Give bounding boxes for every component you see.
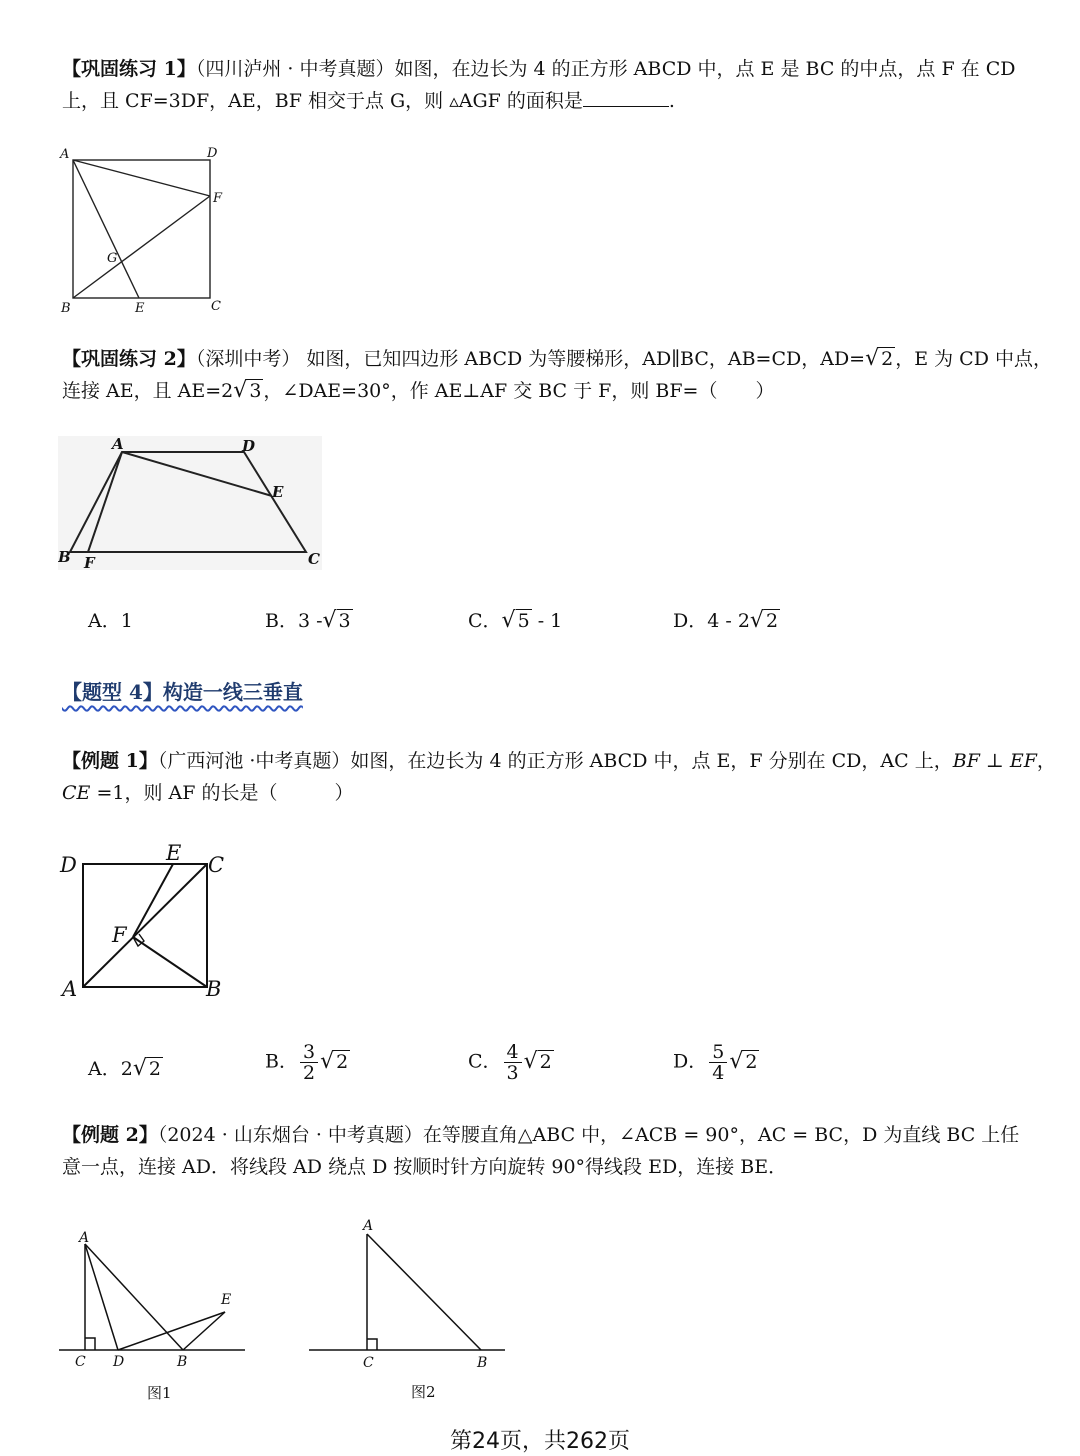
option-b-text: B． [265,1050,298,1073]
practice1-line2 [62,86,675,116]
sqrt-3: √ 3 [233,378,262,403]
sqrt-2: √ 2 [523,1048,552,1074]
sqrt-radicand: 2 [336,1050,349,1073]
section-title [62,676,303,705]
practice2-text2a: 连接 AE，且 AE=2 [62,380,234,402]
section-title-text: 【题型 4】构造一线三垂直 [62,680,303,704]
option-a[interactable]: A．1 [88,610,133,632]
option-c[interactable] [468,606,562,633]
practice1-line1 [62,54,1015,84]
figure-rotation-1 [55,1226,255,1406]
sqrt-radicand: 2 [539,1050,552,1073]
sqrt-2: √ 2 [132,1056,161,1081]
example1-text2: =1，则 AF 的长是（ ） [90,782,354,804]
label-e: E [272,483,284,501]
segment-bf [133,937,207,987]
denominator: 2 [302,1062,316,1084]
fraction [300,1042,318,1083]
label-b: B [477,1355,488,1371]
segment-ae [73,160,139,298]
sqrt-radicand: 2 [148,1058,161,1080]
example2-tag: 【例题 2】 [62,1124,158,1146]
label-b: B [177,1354,188,1370]
sqrt-2: √ 2 [865,346,894,371]
caption-fig1: 图1 [147,1384,172,1402]
practice2-line1 [62,344,1052,374]
ex1-option-b[interactable] [265,1042,350,1083]
segment-af [73,160,210,196]
option-c-post: - 1 [531,610,563,632]
segment-de [118,1312,225,1350]
ex1-option-a[interactable] [88,1054,163,1081]
label-c: C [363,1355,374,1371]
label-a: A [112,436,124,453]
label-e: E [135,301,145,316]
figure-rotation-2 [305,1212,515,1404]
label-f: F [84,554,95,572]
sqrt-2: √ 2 [729,1048,758,1074]
practice2-text1a: （深圳中考） 如图，已知四边形 ABCD 为等腰梯形，AD∥BC，AB=CD，AD= [195,348,866,370]
segment-ab [367,1234,481,1350]
label-c: C [308,550,320,568]
example2-text2: 意一点，连接 AD．将线段 AD 绕点 D 按顺时针方向旋转 90°得线段 ED，连接 BE． [62,1156,788,1178]
label-g: G [107,251,118,266]
sqrt-radicand: 3 [249,380,262,402]
sqrt-2: √ 2 [320,1048,349,1074]
label-b: B [206,977,222,1001]
practice2-tag: 【巩固练习 2】 [62,348,196,370]
page-number: 第24页，共262页 [450,1429,630,1454]
example1-math-perp: BF ⊥ EF [952,750,1037,772]
example1-tag: 【例题 1】 [62,750,158,772]
sqrt-radicand: 5 [517,610,530,632]
label-c: C [75,1354,86,1370]
example1-math-ce: CE [62,782,91,804]
practice1-text2: 上，且 CF=3DF，AE，BF 相交于点 G，则 ▵AGF 的面积是 [62,90,583,112]
numerator: 5 [709,1042,727,1063]
example1-line1 [62,746,1056,776]
label-a: A [363,1218,374,1234]
sqrt-radicand: 3 [338,610,351,632]
label-e: E [221,1292,232,1308]
coef: 2 [120,1058,133,1080]
label-a: A [62,977,78,1001]
denominator: 3 [506,1062,519,1084]
sqrt-radicand: 2 [881,348,894,370]
practice2-text1b: ，E 为 CD 中点， [895,348,1052,370]
practice1-period: . [668,90,675,112]
example2-line1 [62,1120,1019,1150]
numerator: 3 [300,1042,318,1063]
label-c: C [211,299,221,314]
segment-ef [133,864,173,937]
ex1-option-c[interactable] [468,1042,554,1083]
label-f: F [213,191,223,206]
denominator: 4 [712,1062,725,1084]
sqrt-3: √ 3 [322,608,351,633]
label-d: D [207,146,218,161]
segment-ad [85,1244,118,1350]
numerator: 4 [504,1042,522,1063]
figure-square-agf [55,140,235,320]
label-a: A [79,1230,90,1246]
segment-be [183,1312,225,1350]
figure-trapezoid [58,436,324,572]
example2-text1: （2024 · 山东烟台 · 中考真题）在等腰直角△ABC 中，∠ACB = 90°，AC = BC，D 为直线 BC 上任 [157,1124,1020,1146]
caption-fig2: 图2 [411,1383,436,1401]
figure-background [58,436,322,570]
label-b: B [61,301,71,316]
practice1-text1: （四川泸州 · 中考真题）如图，在边长为 4 的正方形 ABCD 中，点 E 是 BC 的中点，点 F 在 CD [195,58,1016,80]
label-e: E [166,841,182,865]
sqrt-radicand: 2 [765,610,779,632]
square-abcd [73,160,210,298]
example1-line2 [62,778,353,808]
sqrt-5: √ 5 [501,608,530,633]
option-d-text: D．4 - 2 [673,610,750,632]
option-a-text: A． [88,1058,121,1080]
label-b: B [58,548,71,566]
practice2-text2b: ，∠DAE=30°，作 AE⊥AF 交 BC 于 F，则 BF=（ ） [263,380,775,402]
option-c-text: C． [468,610,502,632]
option-c-text: C． [468,1050,502,1073]
diagonal-ac [83,864,207,987]
label-a: A [60,147,70,162]
option-b[interactable] [265,606,353,633]
segment-ab [85,1244,183,1350]
segment-bf [73,196,210,298]
ex1-option-d[interactable] [673,1042,759,1083]
right-angle-marker [85,1338,95,1350]
fraction [709,1042,727,1083]
fraction [504,1042,522,1083]
example2-line2 [62,1152,787,1182]
label-d: D [60,853,77,877]
label-d: D [242,437,256,455]
option-d[interactable] [673,606,780,633]
sqrt-2: √ 2 [749,608,779,633]
practice2-line2 [62,376,774,406]
answer-blank [583,86,669,107]
sqrt-radicand: 2 [745,1050,758,1073]
label-c: C [208,853,225,877]
label-d: D [113,1354,125,1370]
option-d-text: D． [673,1050,708,1073]
practice1-tag: 【巩固练习 1】 [62,58,196,80]
option-b-text: B．3 - [265,610,323,632]
figure-square-af [56,836,236,1004]
right-angle-marker [367,1339,377,1350]
example1-comma: ， [1036,750,1056,772]
example1-text1: （广西河池 ·中考真题）如图，在边长为 4 的正方形 ABCD 中，点 E，F 分别在 CD，AC 上， [157,750,953,772]
label-f: F [112,923,127,947]
